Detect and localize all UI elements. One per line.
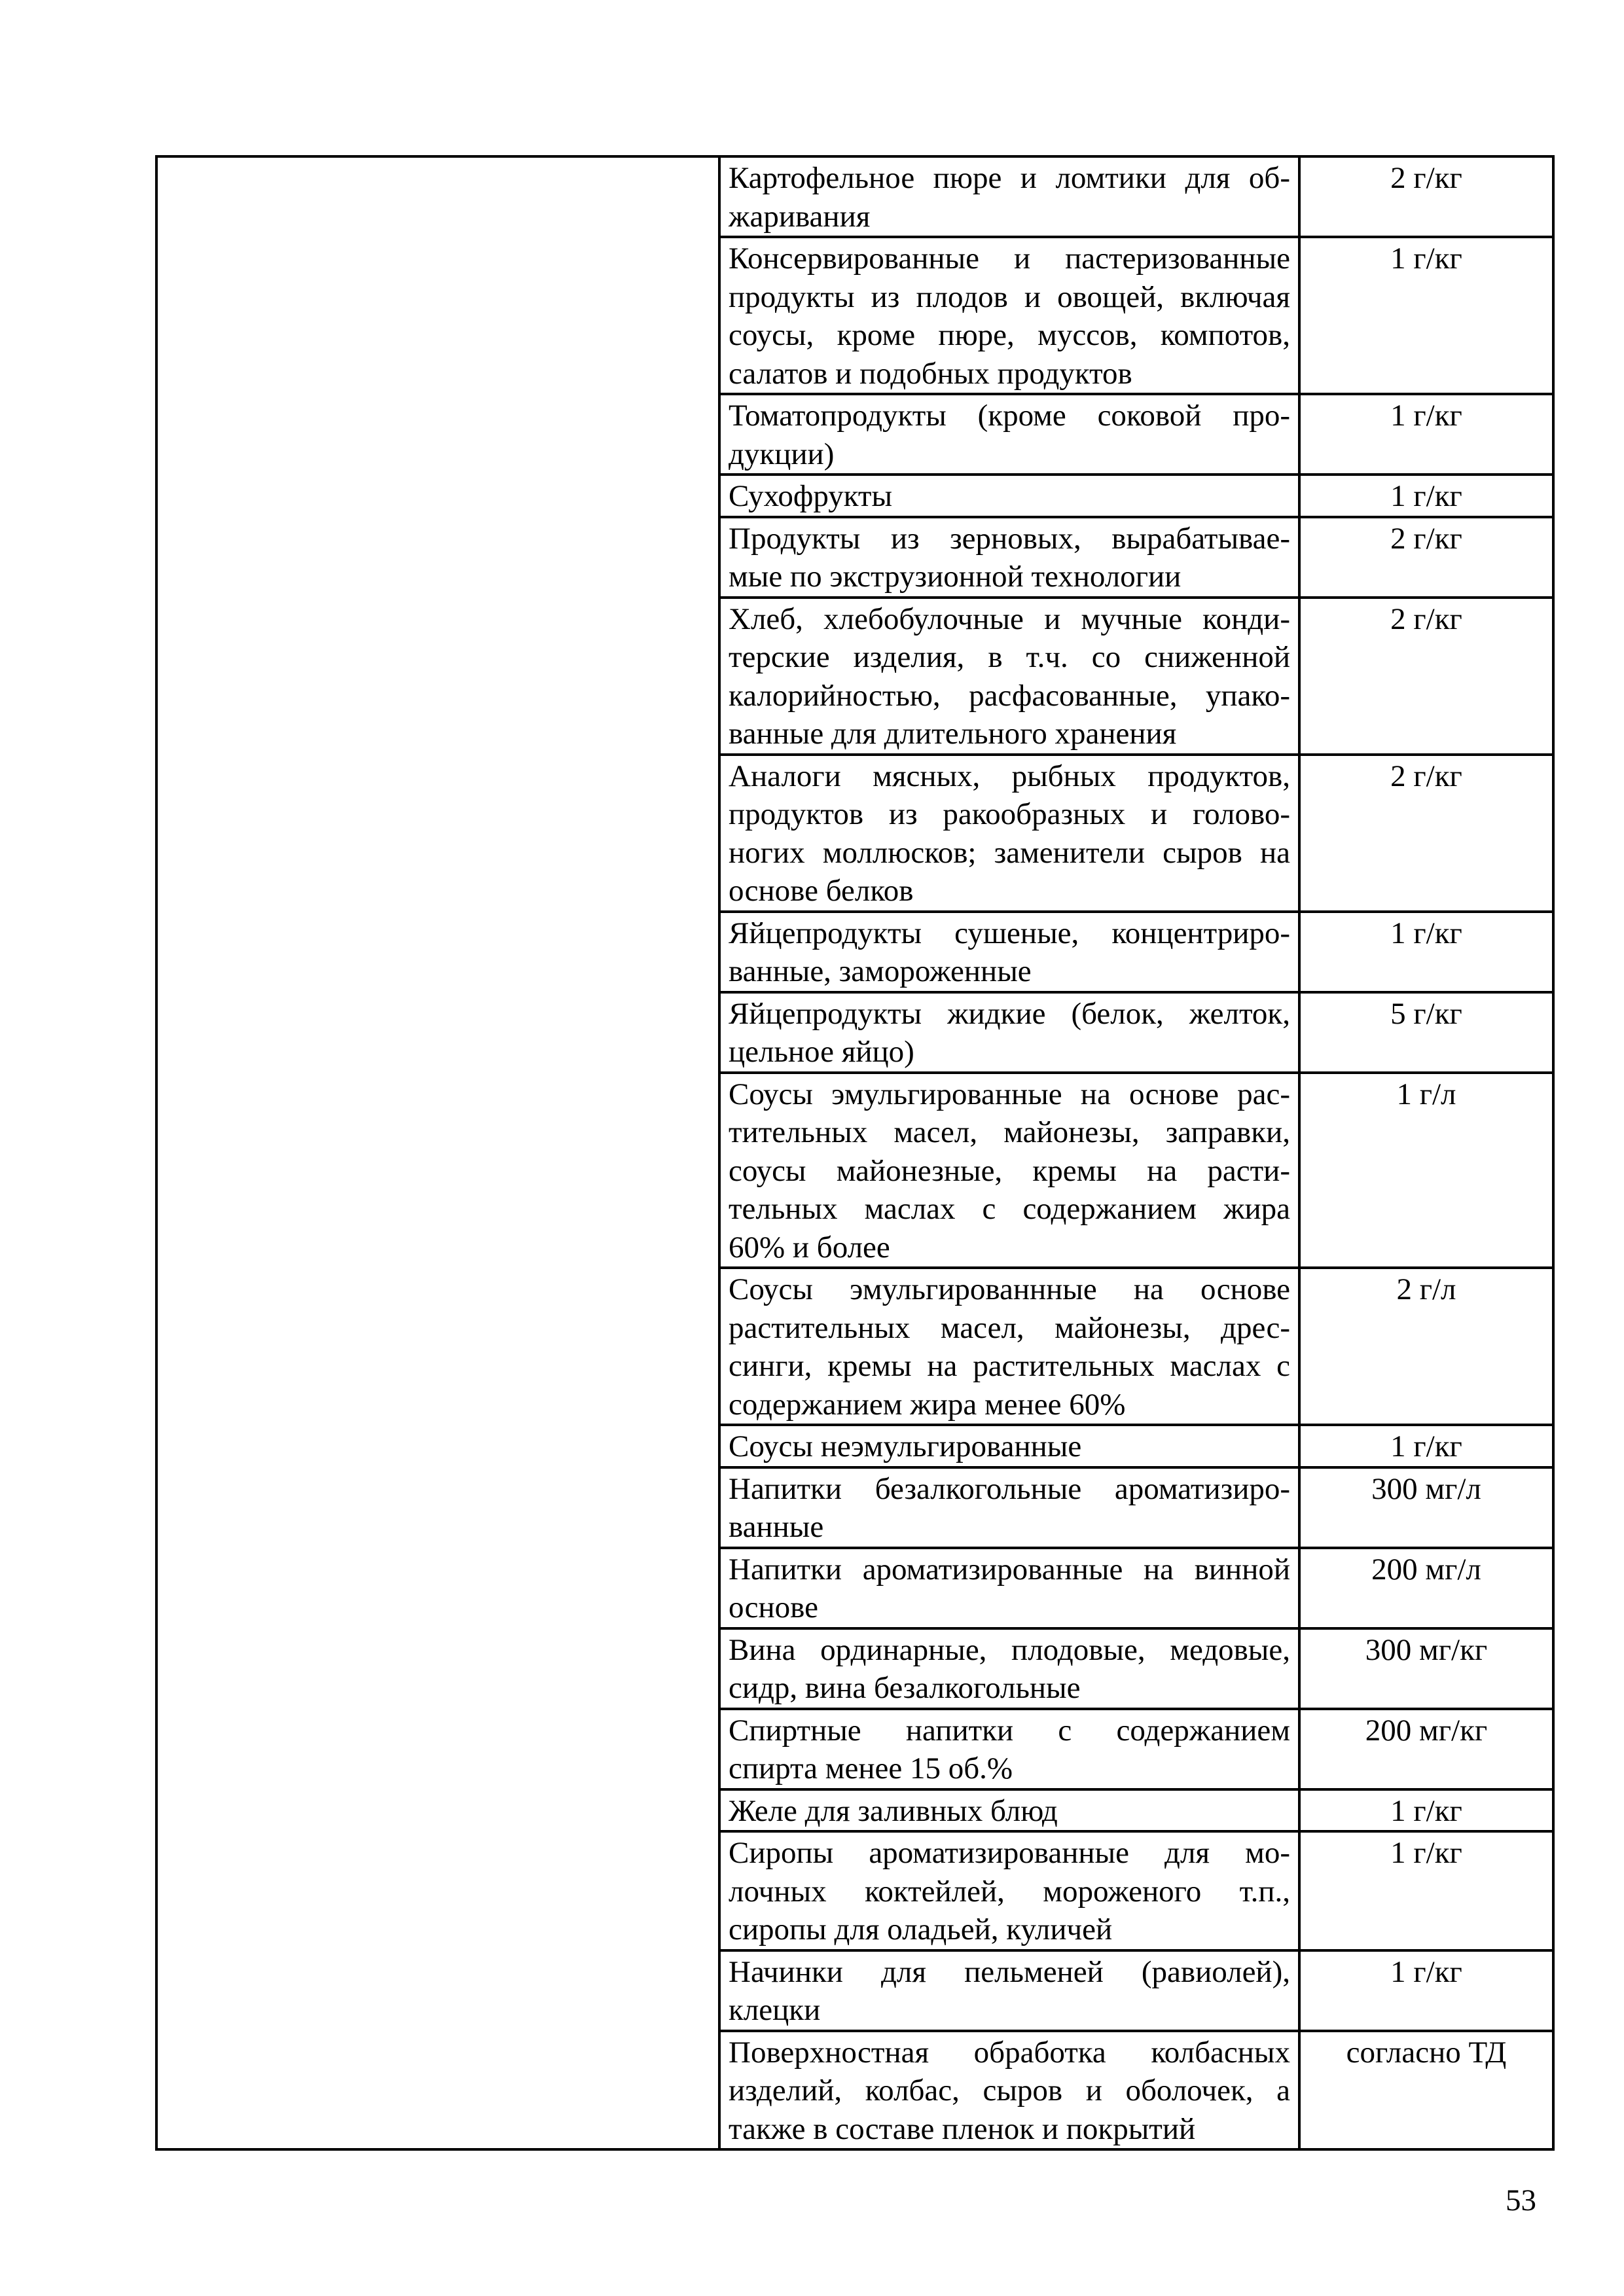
- product-cell: [719, 475, 1299, 517]
- product-line: ванные: [729, 1510, 824, 1544]
- dose-cell: 1 г/кг: [1299, 394, 1553, 475]
- product-cell: [719, 992, 1299, 1073]
- product-line: Консервированные и пастеризованные: [729, 242, 1290, 276]
- dose-cell: 1 г/кг: [1299, 912, 1553, 992]
- product-line: мые по экструзионной технологии: [729, 560, 1182, 594]
- product-cell: [719, 1628, 1299, 1709]
- product-line: Напитки безалкогольные ароматизиро-: [729, 1471, 1290, 1506]
- product-line: калорийностью, расфасованные, упако-: [729, 678, 1290, 713]
- product-cell: [719, 598, 1299, 755]
- product-line: Соусы неэмульгированные: [729, 1429, 1082, 1463]
- product-line: лочных коктейлей, мороженого т.п.,: [729, 1874, 1290, 1909]
- product-cell: [719, 1425, 1299, 1467]
- product-cell: [719, 1950, 1299, 2031]
- product-line: продукты из плодов и овощей, включая: [729, 279, 1290, 314]
- dose-cell: 200 мг/кг: [1299, 1709, 1553, 1789]
- product-cell: [719, 1467, 1299, 1548]
- product-cell: [719, 1709, 1299, 1789]
- product-line: спирта менее 15 об.%: [729, 1751, 1013, 1785]
- product-line: жаривания: [729, 199, 871, 234]
- product-line: соусы, кроме пюре, муссов, компотов,: [729, 318, 1290, 352]
- dose-cell: 2 г/кг: [1299, 755, 1553, 912]
- product-cell: [719, 394, 1299, 475]
- table-body: [156, 156, 1553, 2149]
- product-line: дукции): [729, 437, 835, 471]
- product-line: тительных масел, майонезы, заправки,: [729, 1115, 1290, 1149]
- product-line: Картофельное пюре и ломтики для об-: [729, 161, 1290, 195]
- product-line: клецки: [729, 1993, 821, 2027]
- product-line: Поверхностная обработка колбасных: [729, 2035, 1290, 2070]
- product-line: основе: [729, 1590, 818, 1624]
- product-line: Аналоги мясных, рыбных продуктов,: [729, 759, 1290, 793]
- dose-cell: согласно ТД: [1299, 2031, 1553, 2150]
- product-cell: [719, 755, 1299, 912]
- product-line: Продукты из зерновых, вырабатывае-: [729, 521, 1290, 556]
- product-line: ванные для длительного хранения: [729, 717, 1177, 751]
- product-line: ногих моллюсков; заменители сыров на: [729, 835, 1290, 870]
- dose-cell: 2 г/кг: [1299, 517, 1553, 598]
- product-line: 60% и более: [729, 1230, 890, 1265]
- product-cell: [719, 1789, 1299, 1832]
- product-line: Желе для заливных блюд: [729, 1793, 1058, 1828]
- product-line: основе белков: [729, 874, 914, 908]
- product-line: Вина ординарные, плодовые, медовые,: [729, 1632, 1290, 1667]
- product-cell: [719, 237, 1299, 394]
- dose-cell: 1 г/кг: [1299, 237, 1553, 394]
- product-line: продуктов из ракообразных и голово-: [729, 797, 1290, 831]
- dose-cell: 1 г/кг: [1299, 1950, 1553, 2031]
- product-line: синги, кремы на растительных маслах с: [729, 1349, 1290, 1383]
- dose-cell: 200 мг/л: [1299, 1548, 1553, 1628]
- product-line: соусы майонезные, кремы на расти-: [729, 1153, 1290, 1188]
- product-cell: [719, 517, 1299, 598]
- product-line: тельных маслах с содержанием жира: [729, 1192, 1290, 1226]
- dose-cell: 1 г/кг: [1299, 1831, 1553, 1950]
- product-line: Сухофрукты: [729, 479, 893, 513]
- dose-cell: 1 г/л: [1299, 1073, 1553, 1268]
- additives-table: [155, 155, 1555, 2151]
- product-cell: [719, 1268, 1299, 1425]
- product-cell: [719, 1831, 1299, 1950]
- dose-cell: 1 г/кг: [1299, 475, 1553, 517]
- product-line: Томатопродукты (кроме соковой про-: [729, 399, 1290, 433]
- product-cell: [719, 1073, 1299, 1268]
- product-line: Яйцепродукты сушеные, концентриро-: [729, 916, 1290, 950]
- product-line: Напитки ароматизированные на винной: [729, 1552, 1290, 1587]
- table-row: [156, 156, 1553, 237]
- product-line: Спиртные напитки с содержанием: [729, 1713, 1290, 1748]
- dose-cell: 2 г/кг: [1299, 156, 1553, 237]
- product-line: салатов и подобных продуктов: [729, 356, 1132, 391]
- product-line: ванные, замороженные: [729, 954, 1032, 988]
- product-cell: [719, 1548, 1299, 1628]
- product-line: растительных масел, майонезы, дрес-: [729, 1310, 1290, 1345]
- product-line: изделий, колбас, сыров и оболочек, а: [729, 2073, 1290, 2108]
- product-line: Сиропы ароматизированные для мо-: [729, 1836, 1290, 1870]
- dose-cell: 300 мг/кг: [1299, 1628, 1553, 1709]
- product-cell: [719, 156, 1299, 237]
- product-line: Соусы эмульгированные на основе рас-: [729, 1077, 1290, 1111]
- dose-cell: 5 г/кг: [1299, 992, 1553, 1073]
- page-number: 53: [1506, 2183, 1536, 2217]
- dose-cell: 1 г/кг: [1299, 1425, 1553, 1467]
- dose-cell: 300 мг/л: [1299, 1467, 1553, 1548]
- product-line: Соусы эмульгированнные на основе: [729, 1272, 1290, 1306]
- product-line: Начинки для пельменей (равиолей),: [729, 1954, 1290, 1989]
- dose-cell: 1 г/кг: [1299, 1789, 1553, 1832]
- product-cell: [719, 2031, 1299, 2150]
- empty-left-column-cell: [156, 156, 719, 2149]
- product-line: сидр, вина безалкогольные: [729, 1671, 1081, 1705]
- product-line: терские изделия, в т.ч. со сниженной: [729, 640, 1290, 674]
- product-line: Яйцепродукты жидкие (белок, желток,: [729, 996, 1290, 1031]
- dose-cell: 2 г/л: [1299, 1268, 1553, 1425]
- dose-cell: 2 г/кг: [1299, 598, 1553, 755]
- product-line: цельное яйцо): [729, 1035, 914, 1069]
- product-cell: [719, 912, 1299, 992]
- product-line: содержанием жира менее 60%: [729, 1387, 1126, 1422]
- product-line: Хлеб, хлебобулочные и мучные конди-: [729, 601, 1290, 636]
- product-line: также в составе пленок и покрытий: [729, 2111, 1196, 2146]
- product-line: сиропы для оладьей, куличей: [729, 1912, 1113, 1946]
